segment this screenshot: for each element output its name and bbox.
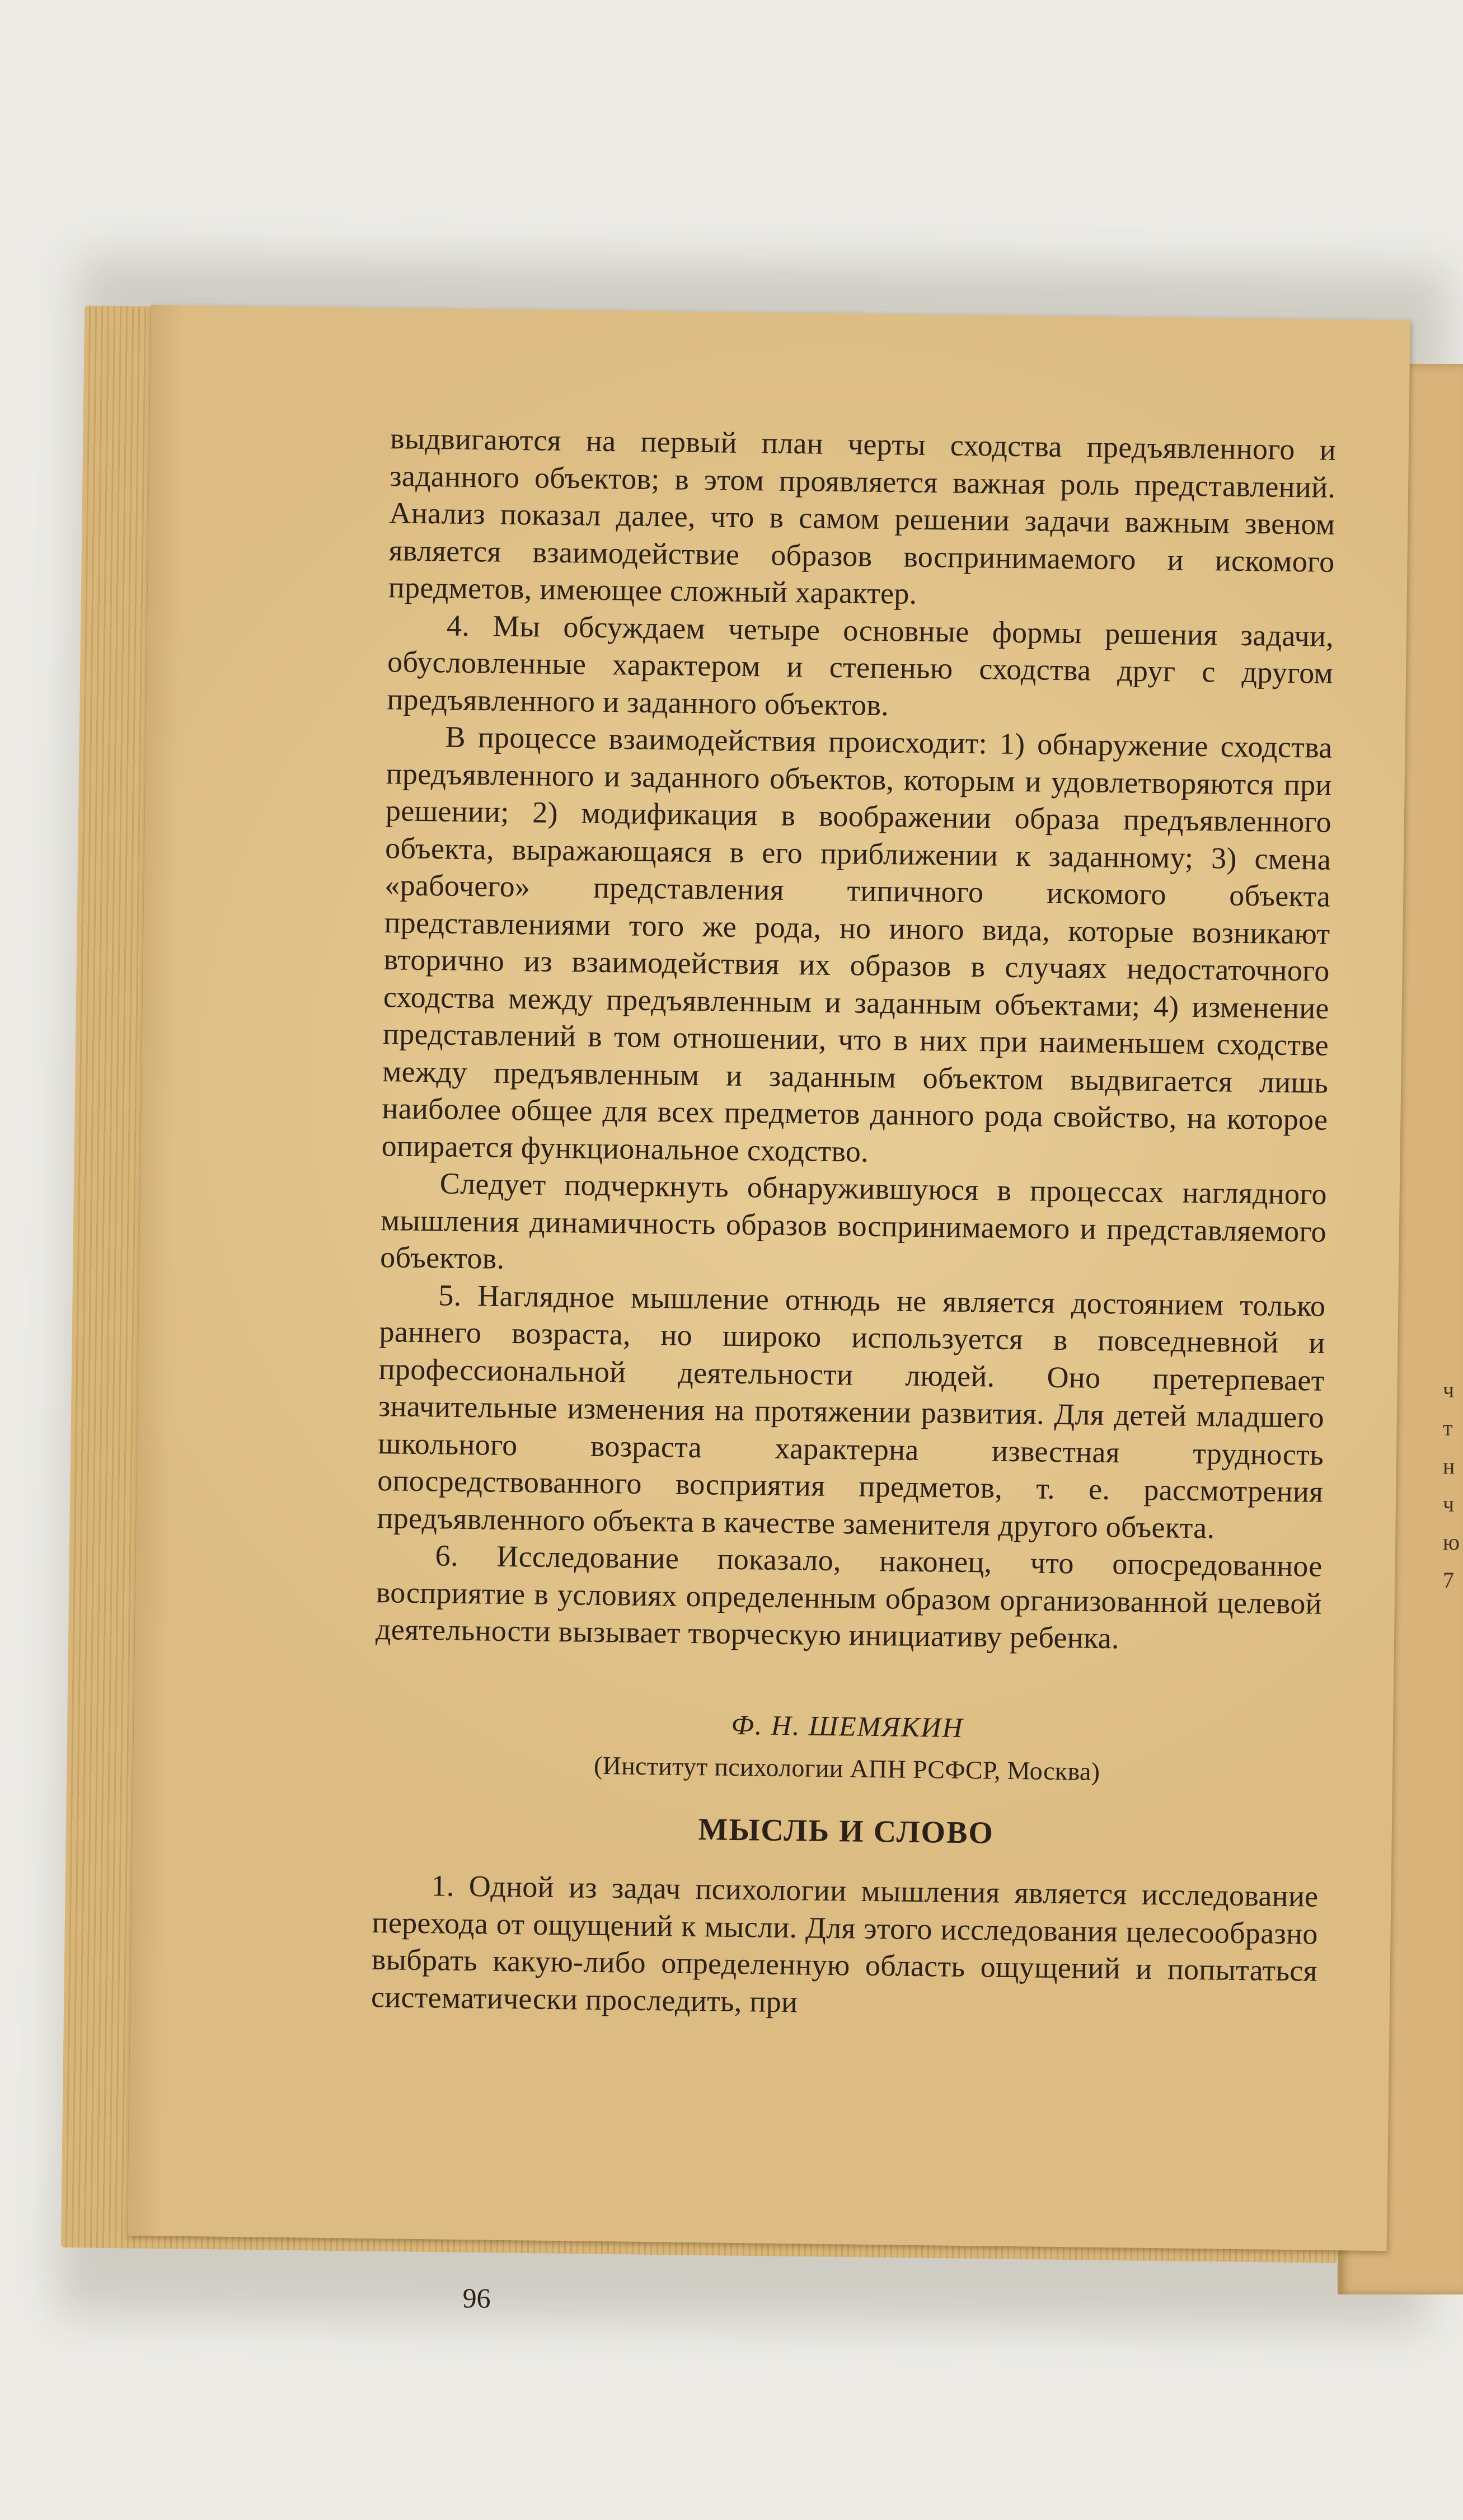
- author-institution: (Институт психологии АПН РСФСР, Москва): [593, 1751, 1100, 1786]
- article-title: МЫСЛЬ И СЛОВО: [698, 1812, 995, 1851]
- paragraph: Следует подчеркнуть обнаружившуюся в процессах наглядного мышления динамичность образов воспринимаемого и представляемого объектов.: [379, 1166, 1328, 1275]
- paragraph: выдвигаются на первый план черты сходства предъявленного и заданного объектов; в этом проявляется важная роль представлений. Анализ показал далее, что в самом решении задачи важным звеном является взаимодействие образов воспринимаемого и искомого предметов, имеющее сложный характер.: [388, 421, 1337, 611]
- page-text: [371, 420, 1337, 2026]
- adjacent-letter: т: [1443, 1415, 1453, 1440]
- article-author: Ф. Н. ШЕМЯКИН: [731, 1709, 964, 1743]
- adjacent-letter: ю: [1443, 1529, 1460, 1555]
- adjacent-letter: ч: [1443, 1491, 1455, 1517]
- adjacent-letter: 7: [1443, 1568, 1454, 1593]
- paragraph: 4. Мы обсуждаем четыре основные формы решения задачи, обусловленные характером и степенью сходства друг с другом предъявленного и заданного объектов.: [387, 608, 1334, 722]
- paragraph: В процессе взаимодействия происходит: 1) обнаружение сходства предъявленного и заданного объектов, которым и удовлетворяются при решении; 2) модификация в воображении образа предъявленного объекта, выражающаяся в его приближении к заданному; 3) смена «рабочего» представления типичного искомого объекта представлениями того же рода, но иного вида, которые возникают вторично из взаимодействия их образов в случаях недостаточного сходства между предъявленным и заданным объектами; 4) изменение представлений в том отношении, что в них при наименьшем сходстве между предъявленным и заданным объектом выдвигается лишь наиболее общее для всех предметов данного рода свойство, на которое опирается функциональное сходство.: [381, 720, 1333, 1169]
- adjacent-letter: ч: [1443, 1377, 1455, 1402]
- article-paragraph: 1. Одной из задач психологии мышления является исследование перехода от ощущений к мысли. Для этого исследования целесообразно выбрать какую-либо определенную область ощущений и попытаться систематически проследить, при: [371, 1869, 1319, 2019]
- paragraph: 6. Исследование показало, наконец, что опосредованное восприятие в условиях определенным образом организованной целевой деятельности вызывает творческую инициативу ребенка.: [375, 1538, 1323, 1655]
- adjacent-page-letters: [1443, 1371, 1463, 1599]
- book-page: [128, 305, 1410, 2314]
- adjacent-letter: н: [1443, 1453, 1455, 1479]
- page-number: 96: [462, 2282, 491, 2314]
- paragraph: 5. Наглядное мышление отнюдь не является достоянием только раннего возраста, но широко используется в повседневной и профессиональной деятельности людей. Оно претерпевает значительные изменения на протяжении развития. Для детей младшего школьного возраста характерна известная трудность опосредствованного восприятия предметов, т. е. рассмотрения предъявленного объекта в качестве заменителя другого объекта.: [377, 1278, 1326, 1545]
